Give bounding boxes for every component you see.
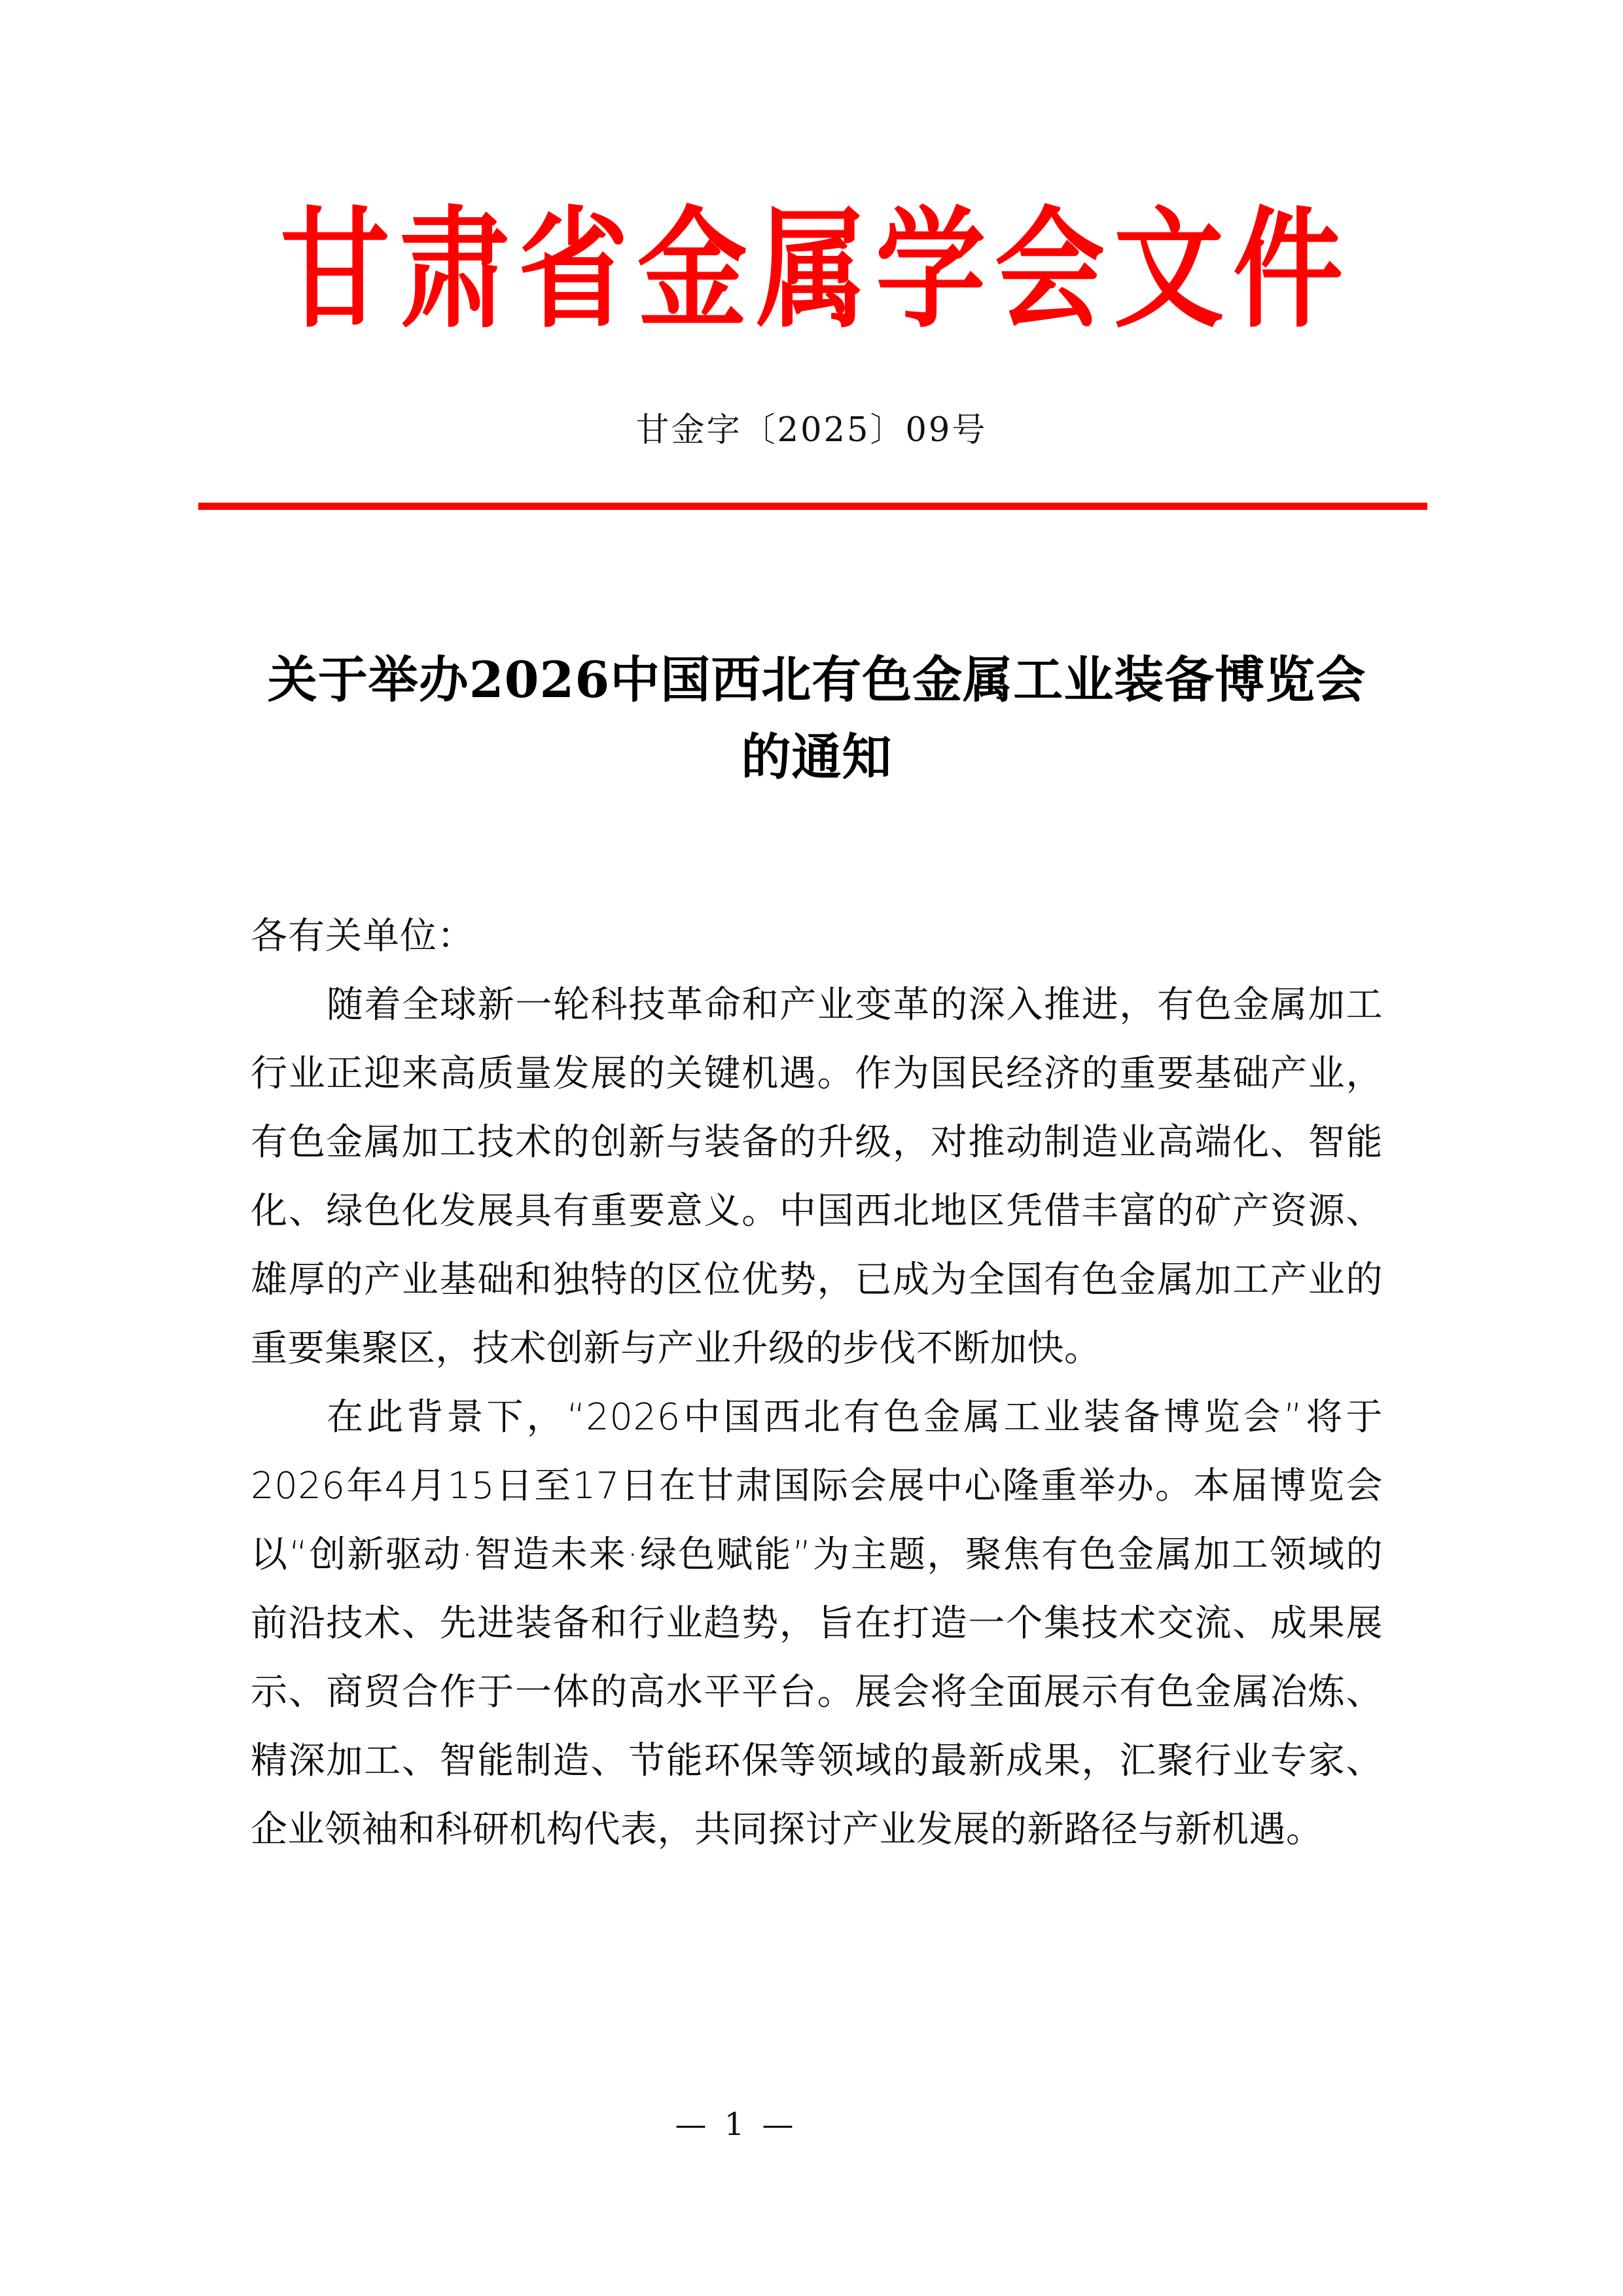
salutation: 各有关单位：: [251, 915, 474, 958]
document-body: [251, 902, 1383, 1864]
page-footer: [0, 2106, 1623, 2143]
body-paragraph-1: 随着全球新一轮科技革命和产业变革的深入推进，有色金属加工行业正迎来高质量发展的关键机遇。作为国民经济的重要基础产业，有色金属加工技术的创新与装备的升级，对推动制造业高端化、智能化、绿色化发展具有重要意义。中国西北地区凭借丰富的矿产资源、雄厚的产业基础和独特的区位优势，已成为全国有色金属加工产业的重要集聚区，技术创新与产业升级的步伐不断加快。: [251, 984, 1383, 1370]
page-title: 关于举办2026中国西北有色金属工业装备博览会的通知: [267, 651, 1366, 786]
document-number-row: [0, 411, 1623, 450]
letterhead: [0, 192, 1623, 346]
organization-title: 甘肃省金属学会文件: [280, 192, 1352, 346]
red-divider-rule: [198, 503, 1427, 510]
document-number: 甘金字〔2025〕09号: [635, 411, 988, 450]
body-paragraph-2: 在此背景下，“2026中国西北有色金属工业装备博览会”将于2026年4月15日至17日在甘肃国际会展中心隆重举办。本届博览会以“创新驱动·智造未来·绿色赋能”为主题，聚焦有色金属加工领域的前沿技术、先进装备和行业趋势，旨在打造一个集技术交流、成果展示、商贸合作于一体的高水平平台。展会将全面展示有色金属冶炼、精深加工、智能制造、节能环保等领域的最新成果，汇聚行业专家、企业领袖和科研机构代表，共同探讨产业发展的新路径与新机遇。: [251, 1396, 1383, 1851]
page-number: — 1 —: [675, 2106, 798, 2143]
